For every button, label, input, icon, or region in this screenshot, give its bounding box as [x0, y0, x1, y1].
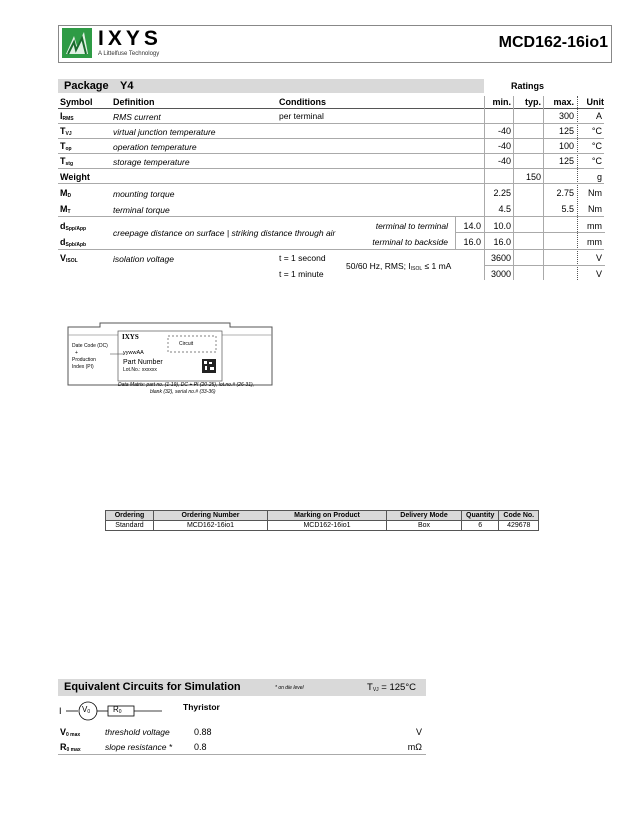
- row-irms-symbol: $I_{RMS}$: [60, 111, 74, 122]
- row-top-unit: °C: [591, 141, 602, 151]
- sim-tvj: $T_{VJ} = 125^\circ C$: [367, 682, 416, 693]
- sim-r0-label: $R_0$: [113, 705, 122, 715]
- row-rule: [58, 153, 604, 154]
- marking-date-code: Date Code (DC): [72, 343, 108, 349]
- row-irms-unit: A: [595, 111, 602, 121]
- row-top-definition: operation temperature: [113, 142, 197, 152]
- ordering-header-row: [106, 511, 539, 521]
- data-matrix-icon: [202, 359, 216, 373]
- ordering-header-cell: Ordering: [106, 511, 154, 521]
- row-creepage-v2b: 16.0: [493, 237, 511, 247]
- row-md-definition: mounting torque: [113, 189, 175, 199]
- col-unit: Unit: [586, 97, 604, 107]
- sim-row-r0-definition: slope resistance *: [105, 742, 173, 752]
- col-min: min.: [492, 97, 511, 107]
- col-symbol: Symbol: [60, 97, 93, 107]
- ordering-cell: 429678: [499, 521, 539, 531]
- row-tstg-unit: °C: [591, 156, 602, 166]
- row-rule: [58, 183, 604, 184]
- ordering-header-cell: Code No.: [499, 511, 539, 521]
- row-tstg-max: 125: [558, 156, 574, 166]
- marking-yyww: yywwAA: [123, 350, 144, 356]
- marking-dm-line1: Data Matrix: part no. (1-19), DC + PI (20-25), lot.no.# (26-31),: [118, 382, 255, 388]
- row-md-max: 2.75: [556, 188, 574, 198]
- ordering-header-cell: Marking on Product: [268, 511, 387, 521]
- row-visol-symbol: $V_{ISOL}$: [60, 253, 78, 264]
- sim-rule: [58, 754, 426, 755]
- row-tvj-definition: virtual junction temperature: [113, 127, 216, 137]
- row-tvj-unit: °C: [591, 126, 602, 136]
- sim-col-thyristor: Thyristor: [183, 702, 220, 712]
- ordering-header-cell: Delivery Mode: [387, 511, 462, 521]
- ordering-cell: 6: [462, 521, 499, 531]
- row-rule: [58, 138, 604, 139]
- row-top-max: 100: [558, 141, 574, 151]
- row-visol-conditions: 50/60 Hz, RMS; $I_{ISOL} \le 1$ mA: [346, 261, 452, 272]
- row-mt-symbol: $M_T$: [60, 204, 71, 215]
- row-rule: [58, 168, 604, 169]
- row-visol-definition: isolation voltage: [113, 254, 174, 264]
- marking-production: Production: [72, 357, 96, 363]
- logo-subtitle: A Littelfuse Technology: [98, 51, 160, 57]
- sim-current-label: I: [59, 706, 62, 716]
- row-creepage-v2a: 16.0: [463, 237, 481, 247]
- ordering-cell: Standard: [106, 521, 154, 531]
- col-definition: Definition: [113, 97, 155, 107]
- ordering-header-cell: Quantity: [462, 511, 499, 521]
- row-weight-typ: 150: [525, 172, 541, 182]
- row-creepage-definition: creepage distance on surface | striking distance through air: [113, 228, 336, 238]
- row-mt-max: 5.5: [561, 204, 574, 214]
- row-visol-unit1: V: [595, 253, 602, 263]
- row-mt-min: 4.5: [498, 204, 511, 214]
- row-irms-max: 300: [558, 111, 574, 121]
- row-visol-v1: 3600: [490, 253, 511, 263]
- row-md-unit: Nm: [588, 188, 602, 198]
- sim-note: * on die level: [275, 685, 304, 691]
- row-tvj-min: -40: [497, 126, 511, 136]
- sim-v0-label: $V_0$: [82, 705, 91, 715]
- row-irms-conditions: per terminal: [279, 111, 324, 121]
- ixys-logo-icon: [62, 28, 92, 58]
- marking-lot: Lot.No.: xxxxxx: [123, 367, 157, 373]
- row-tstg-definition: storage temperature: [113, 157, 190, 167]
- marking-part-number: Part Number: [123, 359, 163, 366]
- row-tvj-max: 125: [558, 126, 574, 136]
- row-dspb-symbol: $d_{Spb/Apb}$: [60, 237, 87, 248]
- row-visol-t1: t = 1 second: [279, 253, 326, 263]
- part-number-title: MCD162-16io1: [498, 34, 608, 51]
- row-rule: [58, 249, 604, 250]
- row-creepage-cond1: terminal to terminal: [375, 221, 448, 231]
- sim-row-r0-symbol: $R_{0 max}$: [60, 742, 81, 753]
- row-tvj-symbol: $T_{VJ}$: [60, 126, 72, 137]
- sim-row-r0-unit: mΩ: [407, 742, 422, 752]
- row-rule: [455, 232, 605, 233]
- marking-index: Index (PI): [72, 364, 94, 370]
- row-top-symbol: $T_{op}$: [60, 141, 72, 152]
- ordering-cell: MCD162-16io1: [268, 521, 387, 531]
- row-creepage-unit2: mm: [587, 237, 602, 247]
- row-tstg-min: -40: [497, 156, 511, 166]
- logo-text: IXYS: [98, 27, 162, 50]
- row-md-min: 2.25: [493, 188, 511, 198]
- row-mt-unit: Nm: [588, 204, 602, 214]
- row-rule: [484, 265, 605, 266]
- row-tstg-symbol: $T_{stg}$: [60, 156, 73, 167]
- package-code: Y4: [120, 80, 134, 92]
- row-visol-unit2: V: [595, 269, 602, 279]
- marking-plus: +: [75, 350, 78, 356]
- row-creepage-v1b: 10.0: [493, 221, 511, 231]
- package-label: Package: [64, 80, 109, 92]
- ordering-cell: Box: [387, 521, 462, 531]
- sim-row-v0-symbol: $V_{0 max}$: [60, 727, 81, 738]
- col-conditions: Conditions: [279, 97, 326, 107]
- row-mt-definition: terminal torque: [113, 205, 170, 215]
- row-weight-symbol: Weight: [60, 172, 90, 182]
- row-irms-definition: RMS current: [113, 112, 161, 122]
- row-creepage-unit1: mm: [587, 221, 602, 231]
- row-md-symbol: $M_D$: [60, 188, 72, 199]
- sim-row-r0-value: 0.8: [194, 742, 207, 752]
- marking-circuit: Circuit: [179, 341, 194, 347]
- row-weight-unit: g: [596, 172, 602, 182]
- col-max: max.: [553, 97, 574, 107]
- sim-row-v0-value: 0.88: [194, 727, 212, 737]
- table-row: [106, 521, 539, 531]
- row-creepage-cond2: terminal to backside: [372, 237, 448, 247]
- row-dspp-symbol: $d_{Spp/App}$: [60, 221, 87, 232]
- col-typ: typ.: [524, 97, 541, 107]
- row-visol-v2: 3000: [490, 269, 511, 279]
- row-rule: [58, 216, 604, 217]
- row-visol-t2: t = 1 minute: [279, 269, 324, 279]
- ordering-table: [105, 510, 539, 531]
- row-creepage-v1a: 14.0: [463, 221, 481, 231]
- marking-brand: IXYS: [122, 333, 139, 341]
- ratings-label: Ratings: [511, 81, 545, 91]
- header-rule: [58, 108, 604, 109]
- ordering-header-cell: Ordering Number: [154, 511, 268, 521]
- sim-title: Equivalent Circuits for Simulation: [64, 681, 241, 693]
- row-top-min: -40: [497, 141, 511, 151]
- marking-dm-line2: blank (32), serial no.# (33-36): [150, 389, 216, 395]
- row-rule: [58, 123, 604, 124]
- sim-row-v0-unit: V: [415, 727, 422, 737]
- ordering-cell: MCD162-16io1: [154, 521, 268, 531]
- sim-row-v0-definition: threshold voltage: [105, 727, 170, 737]
